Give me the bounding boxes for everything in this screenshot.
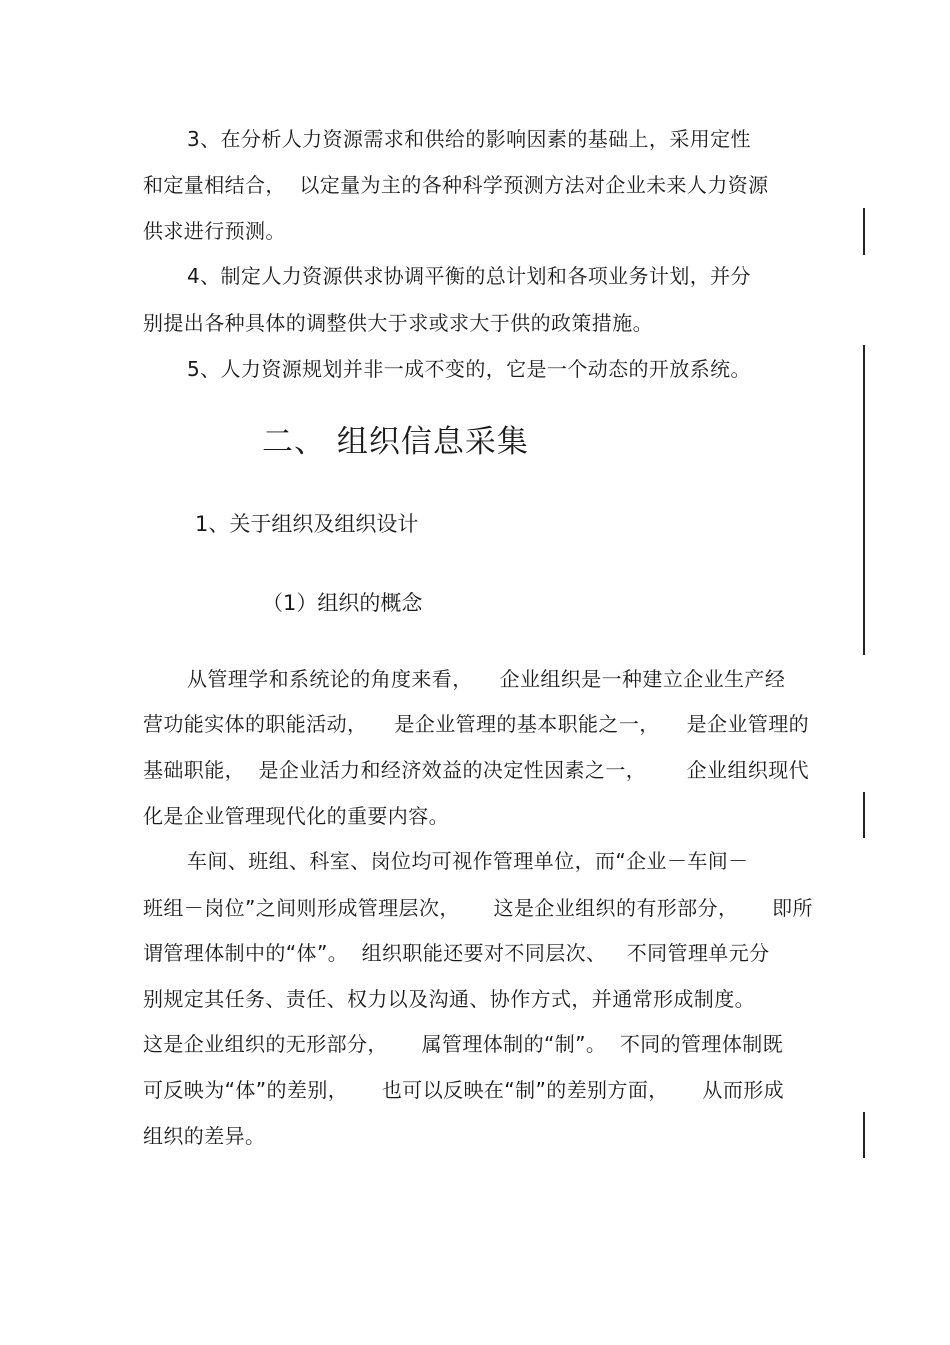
- subheading-organization-design: 1、关于组织及组织设计: [195, 512, 419, 536]
- paragraph-line: 组织的差异。: [143, 1124, 266, 1148]
- margin-change-bar: [863, 208, 865, 255]
- subheading-organization-concept: （1）组织的概念: [262, 591, 423, 615]
- margin-change-bar: [863, 792, 865, 838]
- paragraph-line: 营功能实体的职能活动， 是企业管理的基本职能之一， 是企业管理的: [143, 712, 810, 736]
- paragraph-line: 化是企业管理现代化的重要内容。: [143, 804, 449, 828]
- paragraph-line: 供求进行预测。: [143, 219, 286, 243]
- paragraph-line: 5、人力资源规划并非一成不变的，它是一个动态的开放系统。: [187, 357, 751, 381]
- paragraph-line: 和定量相结合， 以定量为主的各种科学预测方法对企业未来人力资源: [143, 173, 769, 197]
- paragraph-line: 别提出各种具体的调整供大于求或求大于供的政策措施。: [143, 311, 653, 335]
- paragraph-line: 班组－岗位”之间则形成管理层次， 这是企业组织的有形部分， 即所: [143, 896, 813, 920]
- paragraph-line: 3、在分析人力资源需求和供给的影响因素的基础上，采用定性: [187, 127, 751, 151]
- paragraph-line: 别规定其任务、责任、权力以及沟通、协作方式，并通常形成制度。: [143, 987, 755, 1011]
- paragraph-line: 基础职能， 是企业活力和经济效益的决定性因素之一， 企业组织现代: [143, 758, 810, 782]
- paragraph-line: 可反映为“体”的差别， 也可以反映在“制”的差别方面， 从而形成: [143, 1078, 785, 1102]
- section-heading: 二、 组织信息采集: [262, 424, 529, 460]
- margin-change-bar: [863, 345, 865, 655]
- paragraph-line: 4、制定人力资源供求协调平衡的总计划和各项业务计划，并分: [187, 264, 751, 288]
- paragraph-line: 车间、班组、科室、岗位均可视作管理单位，而“企业－车间－: [187, 849, 749, 873]
- paragraph-line: 从管理学和系统论的角度来看， 企业组织是一种建立企业生产经: [187, 667, 786, 691]
- paragraph-line: 这是企业组织的无形部分， 属管理体制的“制”。 不同的管理体制既: [143, 1032, 784, 1056]
- margin-change-bar: [863, 1112, 865, 1158]
- paragraph-line: 谓管理体制中的“体”。 组织职能还要对不同层次、 不同管理单元分: [143, 941, 770, 965]
